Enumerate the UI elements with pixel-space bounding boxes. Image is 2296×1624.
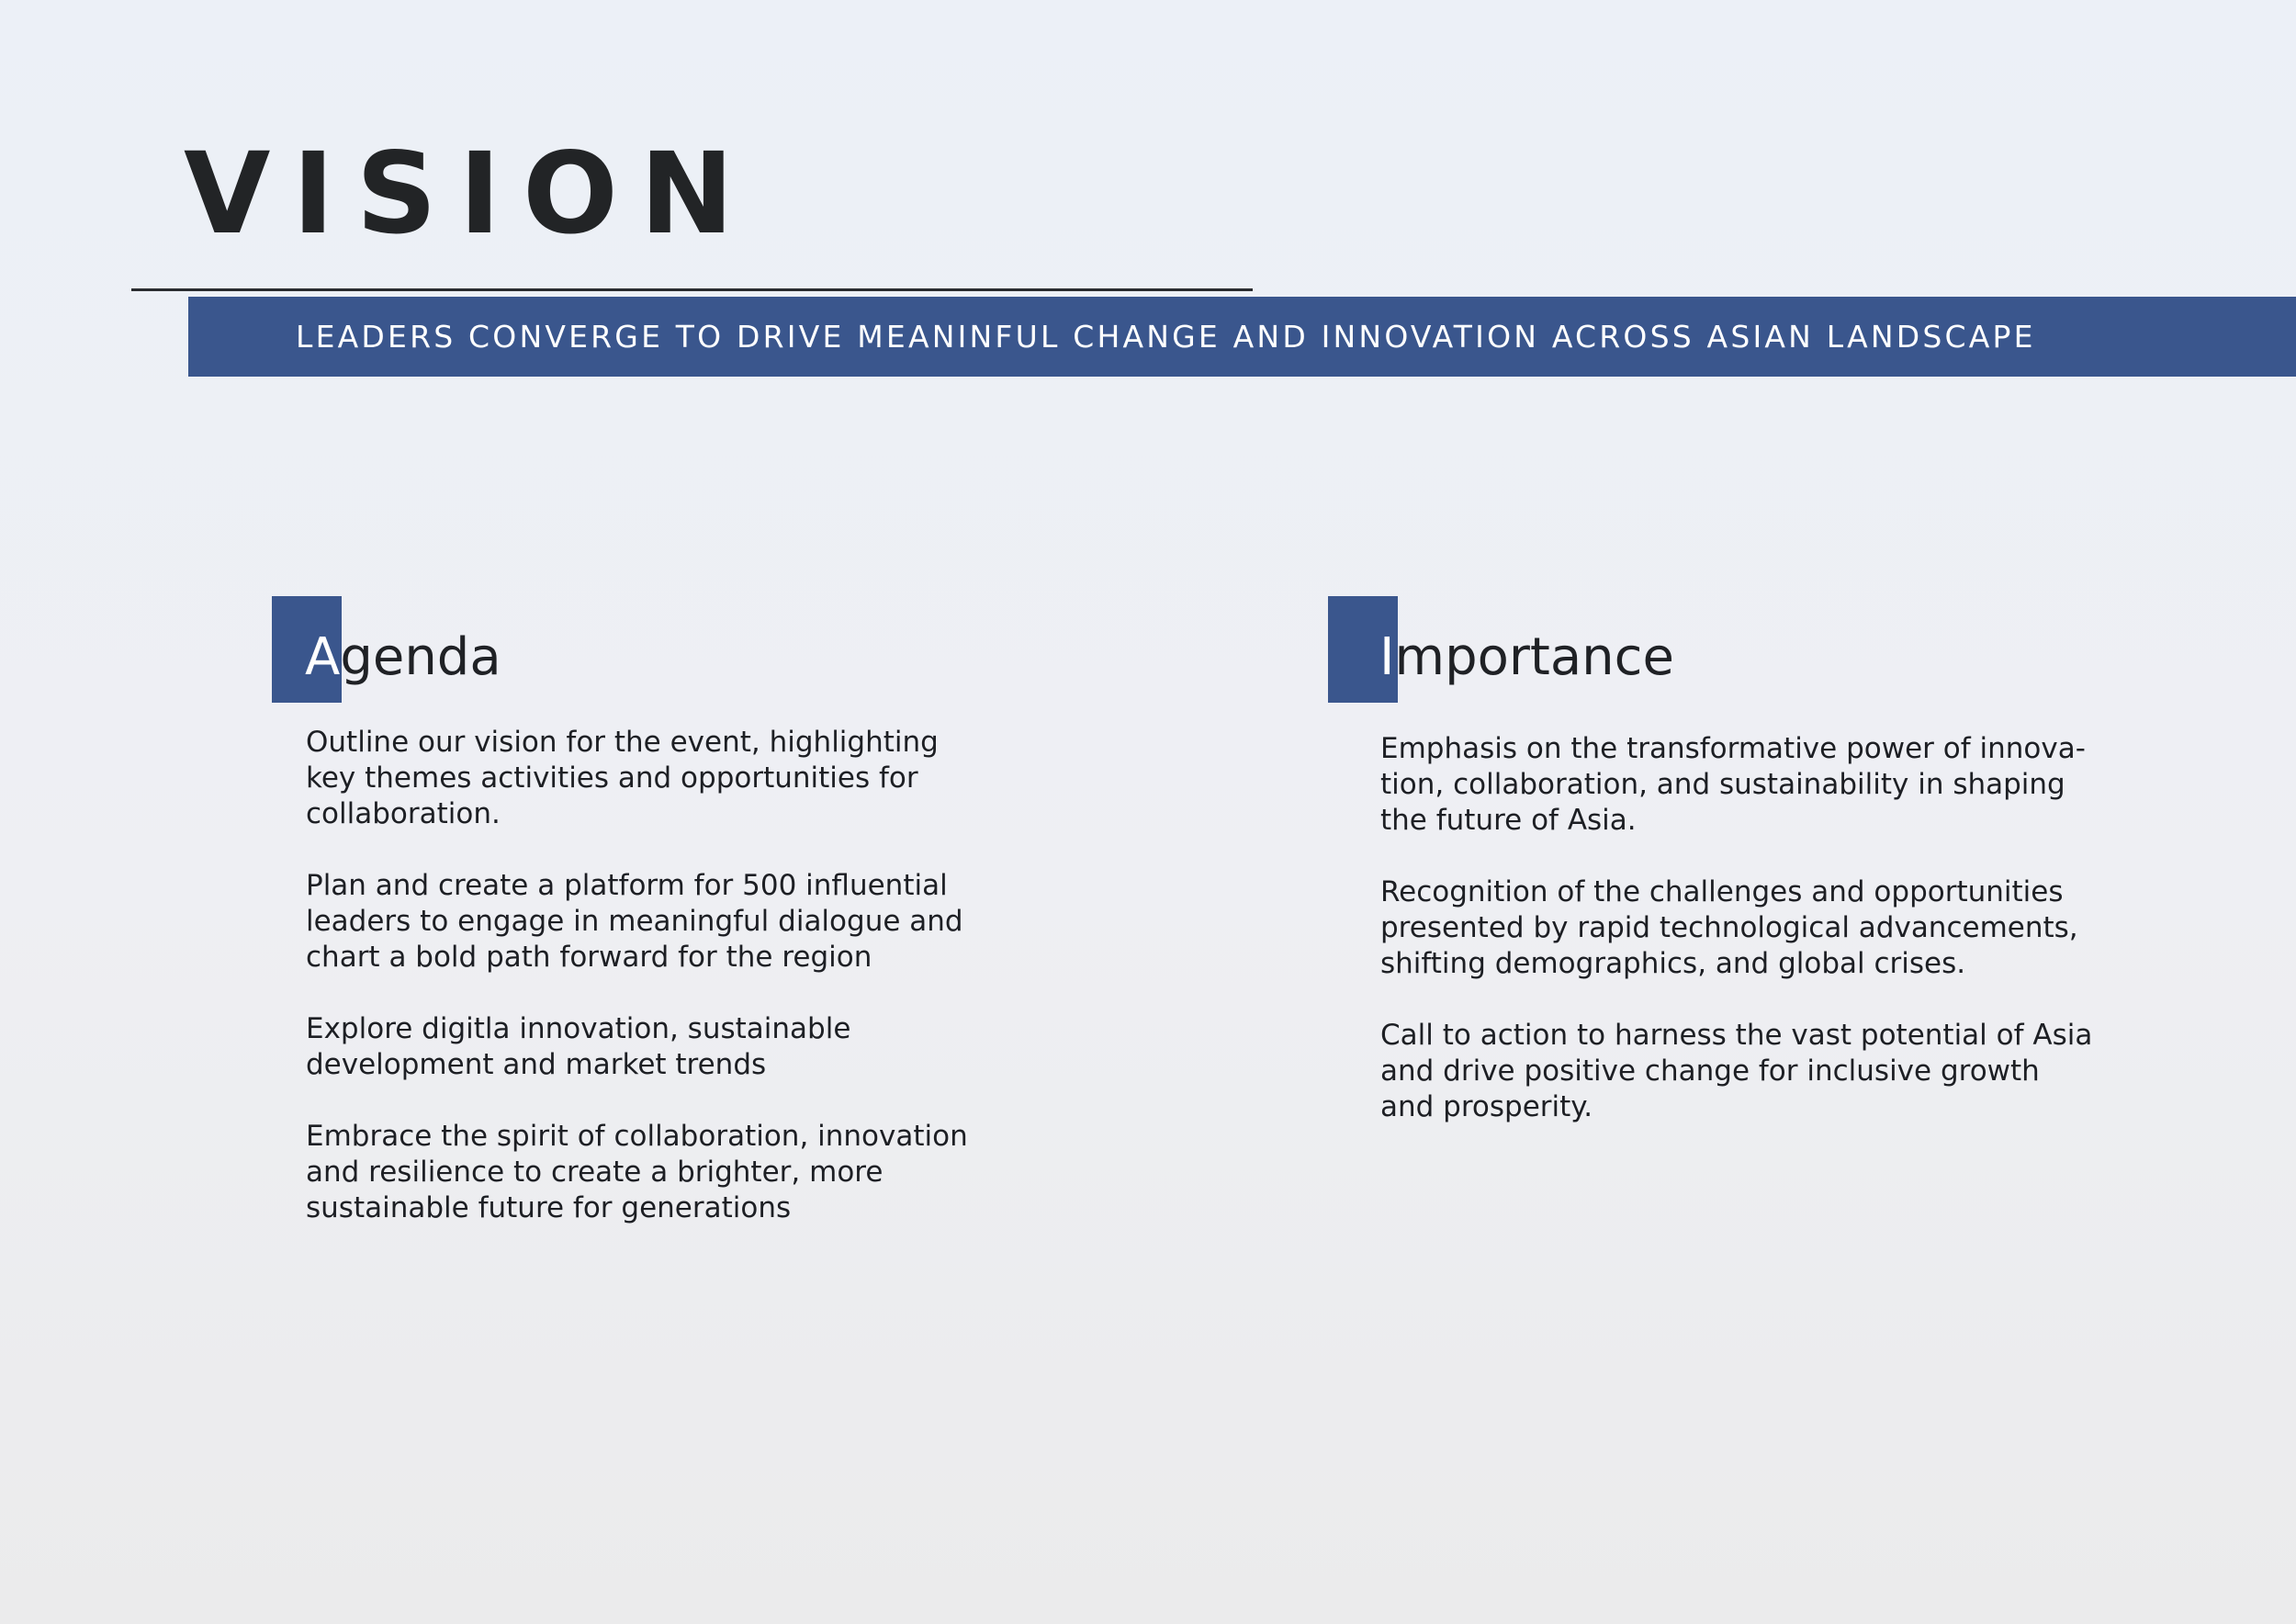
importance-paragraphs bbox=[1380, 731, 2092, 1161]
agenda-heading-rest: genda bbox=[340, 627, 501, 687]
agenda-paragraph bbox=[306, 725, 968, 832]
page-title: VISION bbox=[184, 129, 756, 259]
banner bbox=[188, 297, 2296, 377]
title-divider bbox=[131, 288, 1253, 291]
importance-heading-rest: mportance bbox=[1394, 627, 1674, 687]
importance-paragraph-line: Emphasis on the transformative power of innova- bbox=[1380, 732, 2086, 765]
importance-paragraph-line: and drive positive change for inclusive growth bbox=[1380, 1054, 2040, 1088]
importance-paragraph-line: Recognition of the challenges and opportunities bbox=[1380, 875, 2064, 908]
agenda-paragraph-line: leaders to engage in meaningful dialogue and bbox=[306, 905, 963, 938]
importance-paragraph-line: presented by rapid technological advancements, bbox=[1380, 911, 2078, 944]
agenda-paragraph-line: Embrace the spirit of collaboration, innovation bbox=[306, 1120, 968, 1153]
importance-paragraph-line: shifting demographics, and global crises. bbox=[1380, 947, 1966, 980]
importance-paragraph-line: tion, collaboration, and sustainability in shaping bbox=[1380, 768, 2065, 801]
importance-paragraph bbox=[1380, 731, 2092, 839]
agenda-paragraph-line: development and market trends bbox=[306, 1048, 767, 1081]
importance-paragraph-line: Call to action to harness the vast potential of Asia bbox=[1380, 1019, 2093, 1052]
importance-paragraph bbox=[1380, 1018, 2092, 1125]
importance-heading-initial: I bbox=[1379, 627, 1395, 687]
agenda-heading-initial: A bbox=[305, 627, 341, 687]
agenda-heading bbox=[305, 627, 501, 687]
importance-paragraph bbox=[1380, 874, 2092, 982]
agenda-paragraph bbox=[306, 868, 968, 976]
agenda-paragraph-line: sustainable future for generations bbox=[306, 1191, 792, 1224]
importance-heading bbox=[1379, 627, 1674, 687]
agenda-paragraph-line: collaboration. bbox=[306, 797, 501, 830]
agenda-paragraph bbox=[306, 1119, 968, 1226]
agenda-paragraph-line: chart a bold path forward for the region bbox=[306, 941, 872, 974]
importance-paragraph-line: and prosperity. bbox=[1380, 1090, 1593, 1123]
agenda-paragraph bbox=[306, 1011, 968, 1083]
banner-text: LEADERS CONVERGE TO DRIVE MEANINFUL CHANGE AND INNOVATION ACROSS ASIAN LANDSCAPE bbox=[296, 319, 2036, 355]
agenda-paragraph-line: and resilience to create a brighter, more bbox=[306, 1156, 884, 1189]
agenda-paragraph-line: key themes activities and opportunities for bbox=[306, 761, 918, 795]
agenda-paragraphs bbox=[306, 725, 968, 1262]
agenda-paragraph-line: Plan and create a platform for 500 influential bbox=[306, 869, 948, 902]
importance-paragraph-line: the future of Asia. bbox=[1380, 804, 1637, 837]
agenda-paragraph-line: Outline our vision for the event, highlighting bbox=[306, 726, 939, 759]
agenda-paragraph-line: Explore digitla innovation, sustainable bbox=[306, 1012, 851, 1045]
